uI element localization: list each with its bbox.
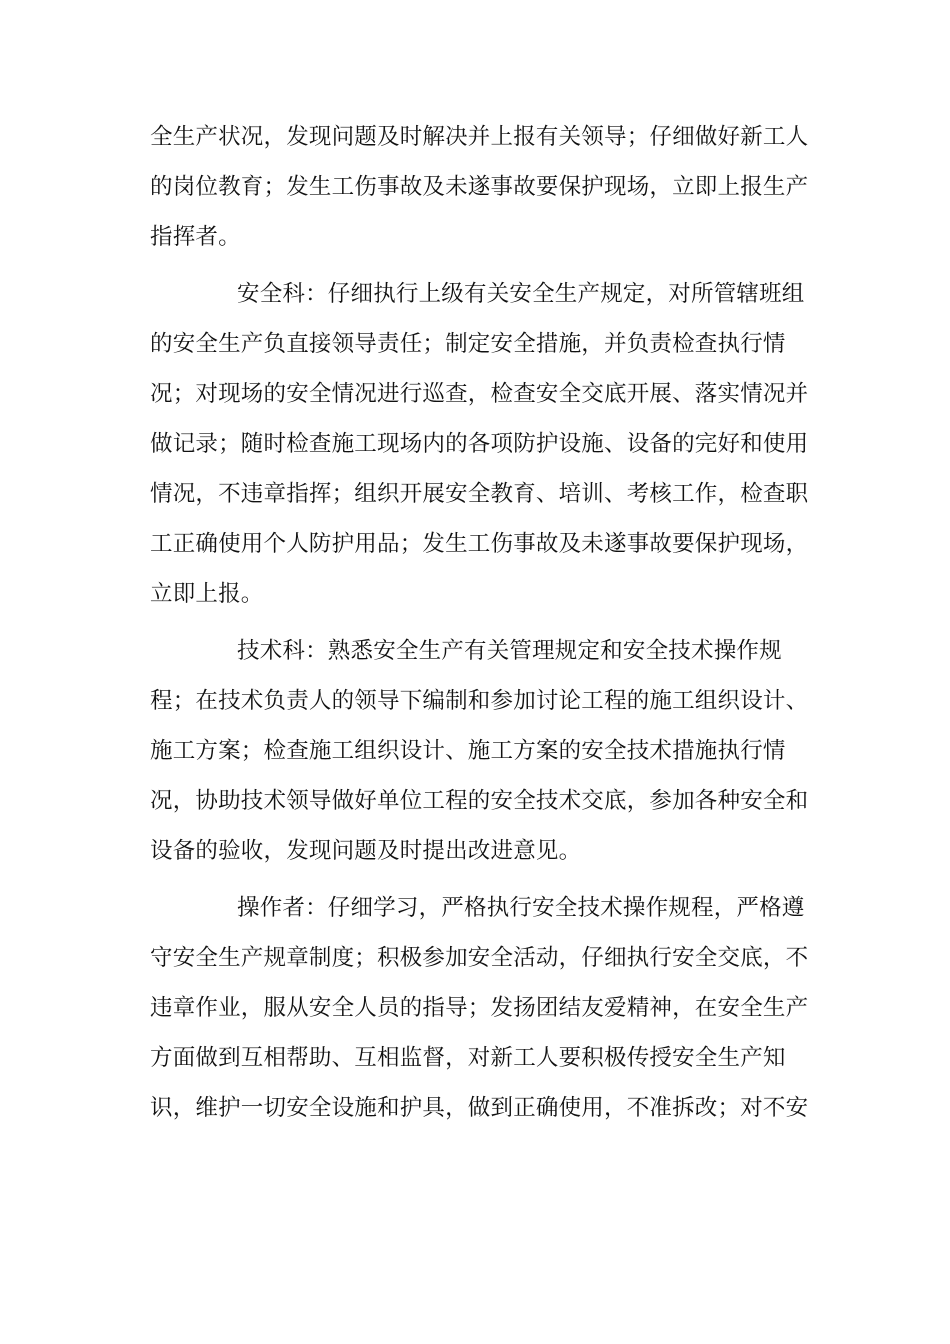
text-line: 方面做到互相帮助、互相监督，对新工人要积极传授安全生产知: [150, 1045, 786, 1071]
text-line: 的安全生产负直接领导责任；制定安全措施，并负责检查执行情: [150, 331, 786, 357]
text-line: 程；在技术负责人的领导下编制和参加讨论工程的施工组织设计、: [150, 688, 809, 714]
text-line: 况；对现场的安全情况进行巡查，检查安全交底开展、落实情况并: [150, 381, 809, 407]
text-line: 指挥者。: [150, 224, 241, 250]
text-line: 违章作业，服从安全人员的指导；发扬团结友爱精神，在安全生产: [150, 995, 809, 1021]
text-line: 识，维护一切安全设施和护具，做到正确使用，不准拆改；对不安: [150, 1095, 809, 1121]
text-line: 况，协助技术领导做好单位工程的安全技术交底，参加各种安全和: [150, 788, 809, 814]
text-line: 安全科：仔细执行上级有关安全生产规定，对所管辖班组: [237, 281, 805, 307]
text-line: 全生产状况，发现问题及时解决并上报有关领导；仔细做好新工人: [150, 124, 809, 150]
text-line: 的岗位教育；发生工伤事故及未遂事故要保护现场，立即上报生产: [150, 174, 809, 200]
text-line: 做记录；随时检查施工现场内的各项防护设施、设备的完好和使用: [150, 431, 809, 457]
text-line: 工正确使用个人防护用品；发生工伤事故及未遂事故要保护现场，: [150, 531, 809, 557]
text-line: 设备的验收，发现问题及时提出改进意见。: [150, 838, 582, 864]
text-line: 技术科：熟悉安全生产有关管理规定和安全技术操作规: [237, 638, 782, 664]
text-line: 施工方案；检查施工组织设计、施工方案的安全技术措施执行情: [150, 738, 786, 764]
text-line: 立即上报。: [150, 581, 264, 607]
text-line: 守安全生产规章制度；积极参加安全活动，仔细执行安全交底，不: [150, 945, 809, 971]
text-line: 操作者：仔细学习，严格执行安全技术操作规程，严格遵: [237, 895, 805, 921]
text-line: 情况，不违章指挥；组织开展安全教育、培训、考核工作，检查职: [150, 481, 809, 507]
